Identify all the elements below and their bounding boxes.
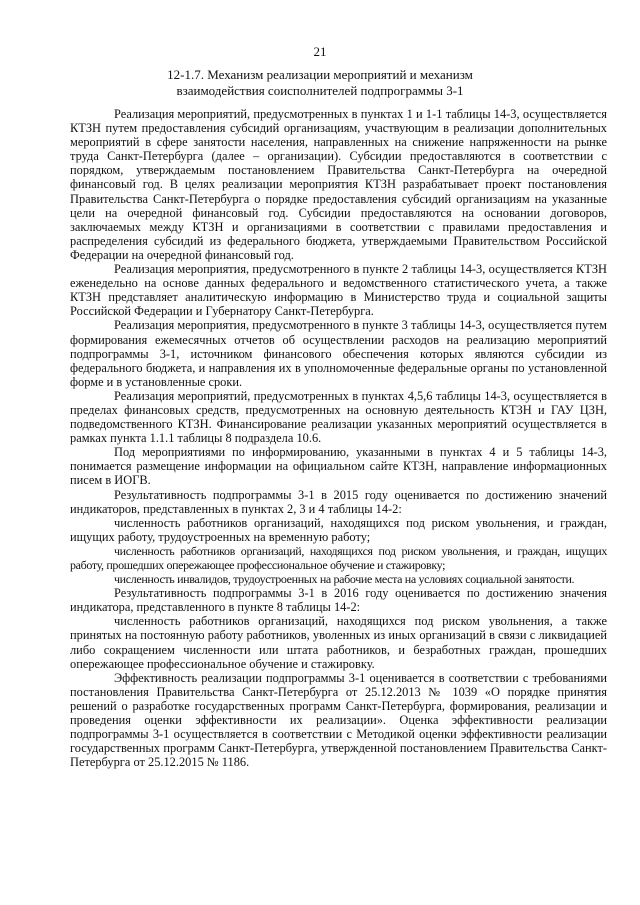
paragraph-efficiency: Эффективность реализации подпрограммы 3-1 оценивается в соответствии с требованиями постановления Правительства Санкт-Петербурга от 25.12.2013 № 1039 «О порядке принятия решений о разработке государственных программ Санкт-Петербурга, формирования, реализации и проведения оценки эффективности их реализации». Оценка эффективности реализации подпрограммы 3-1 осуществляется в соответствии с Методикой оценки эффективности реализации государственных программ Санкт-Петербурга, утвержденной постановлением Правительства Санкт-Петербурга от 25.12.2015 № 1186.	[70, 670, 607, 770]
paragraph-monitoring: Реализация мероприятия, предусмотренного в пункте 2 таблицы 14-3, осуществляется КТЗН еженедельно на основе данных федерального и ведомственного статистического учета, а также КТЗН представляет аналитическую информацию в Министерство труда и социальной защиты Российской Федерации и Губернатору Санкт-Петербурга.	[70, 262, 607, 319]
paragraph-reports: Реализация мероприятия, предусмотренного в пункте 3 таблицы 14-3, осуществляется путем формирования ежемесячных отчетов об осуществлении расходов на реализацию мероприятий подпрограммы 3-1, источником финансового обеспечения которых являются субсидии из федерального бюджета, и направления их в уполномоченные федеральные органы по установленной форме и в установленные сроки.	[70, 318, 607, 389]
section-heading	[70, 67, 570, 99]
heading-line-2: взаимодействия соисполнителей подпрограммы 3-1	[176, 83, 464, 98]
paragraph-financing: Реализация мероприятий, предусмотренных в пунктах 4,5,6 таблицы 14-3, осуществляется в пределах финансовых средств, предусмотренных на основную деятельность КТЗН и ГАУ ЦЗН, подведомственного КТЗН. Финансирование реализации указанных мероприятий осуществляется в рамках пункта 1.1.1 таблицы 8 подраздела 10.6.	[70, 388, 607, 446]
paragraph-indicator-training: численность работников организаций, находящихся под риском увольнения, и граждан, ищущих работу, прошедших опережающее профессиональное обучение и стажировку;	[70, 543, 607, 572]
paragraph-indicator-2016: численность работников организаций, находящихся под риском увольнения, а также принятых на постоянную работу работников, уволенных из иных организаций в связи с ликвидацией либо сокращением численности или штата работников, и безработных граждан, прошедших опережающее профессиональное обучение и стажировку.	[70, 614, 607, 671]
paragraph-informing: Под мероприятиями по информированию, указанными в пунктах 4 и 5 таблицы 14-3, понимается размещение информации на официальном сайте КТЗН, направление информационных писем в ИОГВ.	[70, 445, 607, 488]
heading-line-1: 12-1.7. Механизм реализации мероприятий и механизм	[167, 67, 473, 82]
document-body	[70, 107, 607, 769]
paragraph-results-2015: Результативность подпрограммы 3-1 в 2015 году оценивается по достижению значений индикаторов, представленных в пунктах 2, 3 и 4 таблицы 14-2:	[70, 487, 607, 516]
paragraph-indicator-temporary-work: численность работников организаций, находящихся под риском увольнения, и граждан, ищущих работу, трудоустроенных на временную работу;	[70, 515, 607, 544]
page-number: 21	[313, 44, 327, 59]
paragraph-results-2016: Результативность подпрограммы 3-1 в 2016 году оценивается по достижению значения индикатора, представленного в пункте 8 таблицы 14-2:	[70, 586, 607, 615]
paragraph-subsidies: Реализация мероприятий, предусмотренных в пунктах 1 и 1-1 таблицы 14-3, осуществляется КТЗН путем предоставления субсидий организациям, участвующим в реализации дополнительных мероприятий в сфере занятости населения, направленных на снижение напряженности на рынке труда Санкт-Петербурга (далее – организации). Субсидии предоставляются в соответствии с порядком, утверждаемым постановлением Правительства Санкт-Петербурга на очередной финансовый год. В целях реализации мероприятия КТЗН разрабатывает проект постановления Правительства Санкт-Петербурга о порядке предоставления субсидий организациям на указанные цели на очередной финансовый год. Субсидии предоставляются на основании договоров, заключаемых между КТЗН и организациями в соответствии с правилами предоставления и распределения субсидий из федерального бюджета, утверждаемыми Правительством Российской Федерации на очередной финансовый год.	[70, 107, 607, 262]
paragraph-indicator-disabled: численность инвалидов, трудоустроенных на рабочие места на условиях социальной занятости.	[114, 572, 575, 587]
